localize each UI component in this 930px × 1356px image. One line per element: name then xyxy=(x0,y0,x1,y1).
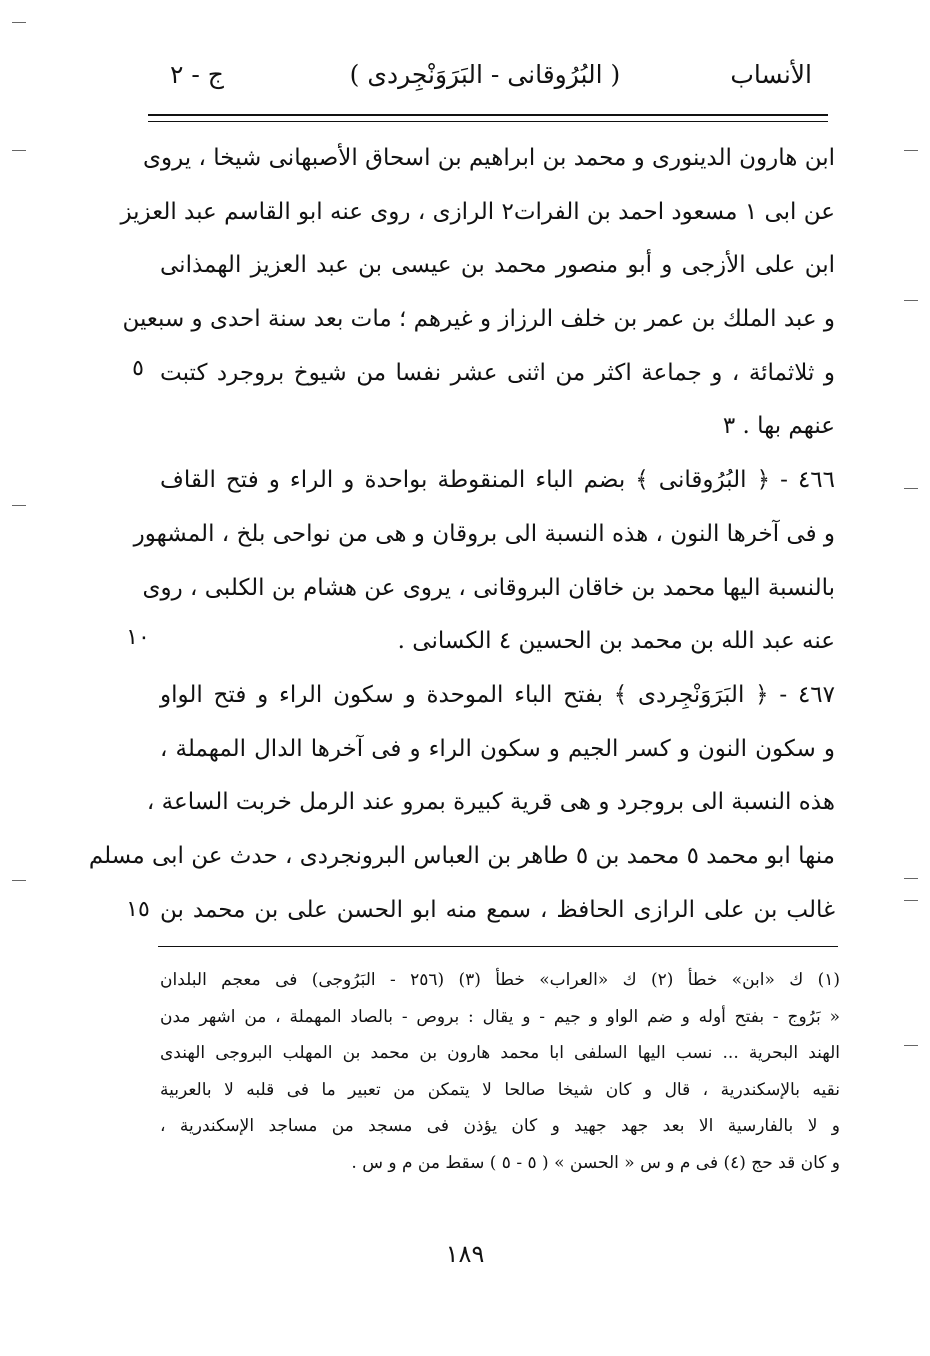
scan-edge-mark xyxy=(904,1045,918,1046)
header-volume: ج - ٢ xyxy=(170,60,224,89)
footnote-line: و لا بالفارسية الا بعد جهد جهيد و كان يؤذن فى مسجد من مساجد الإسكندرية ، xyxy=(160,1116,840,1136)
footnote-separator xyxy=(158,946,838,947)
line-number-15: ١٥ xyxy=(126,897,150,922)
header-book-title: الأنساب xyxy=(730,60,812,89)
text-line: هذه النسبة الى بروجرد و هى قرية كبيرة بمرو عند الرمل خربت الساعة ، xyxy=(146,789,835,816)
scan-edge-mark xyxy=(12,505,26,506)
scan-edge-mark xyxy=(12,150,26,151)
entry-466-line: ٤٦٦ - ﴿ البُرُوقانى ﴾ بضم الباء المنقوطة بواحدة و الراء و فتح القاف xyxy=(160,467,835,494)
scan-edge-mark xyxy=(904,900,918,901)
scan-edge-mark xyxy=(904,488,918,489)
scan-edge-mark xyxy=(12,22,26,23)
text-line: و فى آخرها النون ، هذه النسبة الى بروقان و هى من نواحى بلخ ، المشهور xyxy=(133,520,835,547)
text-line: عنه عبد الله بن محمد بن الحسين ٤ الكسانى . xyxy=(397,628,835,655)
text-line: منها ابو محمد ٥ محمد بن ٥ طاهر بن العباس البرونجردى ، حدث عن ابى مسلم xyxy=(88,842,835,869)
text-line: بالنسبة اليها محمد بن خاقان البروقانى ، يروى عن هشام بن الكلبى ، روى xyxy=(142,574,835,601)
scan-edge-mark xyxy=(904,150,918,151)
footnote-line: نقيه بالإسكندرية ، قال و كان شيخا صالحا لا يتمكن من تعبير ما فى قلبه لا بالعربية xyxy=(160,1079,840,1100)
footnote-line: و كان قد حج (٤) فى م و س « الحسن » ( ٥ - ٥ ) سقط من م و س . xyxy=(351,1152,840,1173)
text-line: و سكون النون و كسر الجيم و سكون الراء و فى آخرها الدال المهملة ، xyxy=(160,735,835,762)
running-header xyxy=(150,60,820,106)
line-number-5: ٥ xyxy=(132,356,144,381)
text-line: و عبد الملك بن عمر بن خلف الرزاز و غيرهم ؛ مات بعد سنة احدى و سبعين xyxy=(122,306,835,333)
header-double-rule xyxy=(148,114,828,122)
scan-edge-mark xyxy=(904,300,918,301)
scan-edge-mark xyxy=(12,880,26,881)
text-line: غالب بن على الرازى الحافظ ، سمع منه ابو الحسن على بن محمد بن xyxy=(160,896,835,923)
footnote-line: « بَرُوج - بفتح أوله و ضم الواو و جيم - و يقال : بروص - بالصاد المهملة ، من اشهر مدن xyxy=(160,1006,840,1027)
text-line: عنهم بها . ٣ xyxy=(722,413,835,440)
text-line: ابن هارون الدينورى و محمد بن ابراهيم بن اسحاق الأصبهانى شيخا ، يروى xyxy=(143,145,835,171)
text-line: ابن على الأزجى و أبو منصور محمد بن عيسى بن عبد العزيز الهمذانى xyxy=(160,252,835,279)
header-entry-range: ( البُرُوقانى - البَرَوَنْجِردى ) xyxy=(349,60,621,89)
scan-edge-mark xyxy=(904,878,918,879)
footnote-line: الهند البحرية ... نسب اليها السلفى ابا محمد هارون بن محمد بن المهلب البروجى الهندى xyxy=(160,1043,840,1063)
footnote-line: (١) ك «ابن» خطأ (٢) ك «العراب» خطأ (٣) (٢٥٦ - البَرُوجى) فى معجم البلدان xyxy=(160,970,840,990)
line-number-10: ١٠ xyxy=(126,625,150,650)
entry-467-line: ٤٦٧ - ﴿ البَرَوَنْجِردى ﴾ بفتح الباء الموحدة و سكون الراء و فتح الواو xyxy=(160,681,835,708)
footnotes-block xyxy=(160,962,840,1181)
text-line: و ثلاثمائة ، و جماعة اكثر من اثنى عشر نفسا من شيوخ بروجرد كتبت xyxy=(160,359,835,386)
text-line: عن ابى ١ مسعود احمد بن الفرات٢ الرازى ، روى عنه ابو القاسم عبد العزيز xyxy=(120,198,835,225)
page-number: ١٨٩ xyxy=(445,1240,485,1268)
